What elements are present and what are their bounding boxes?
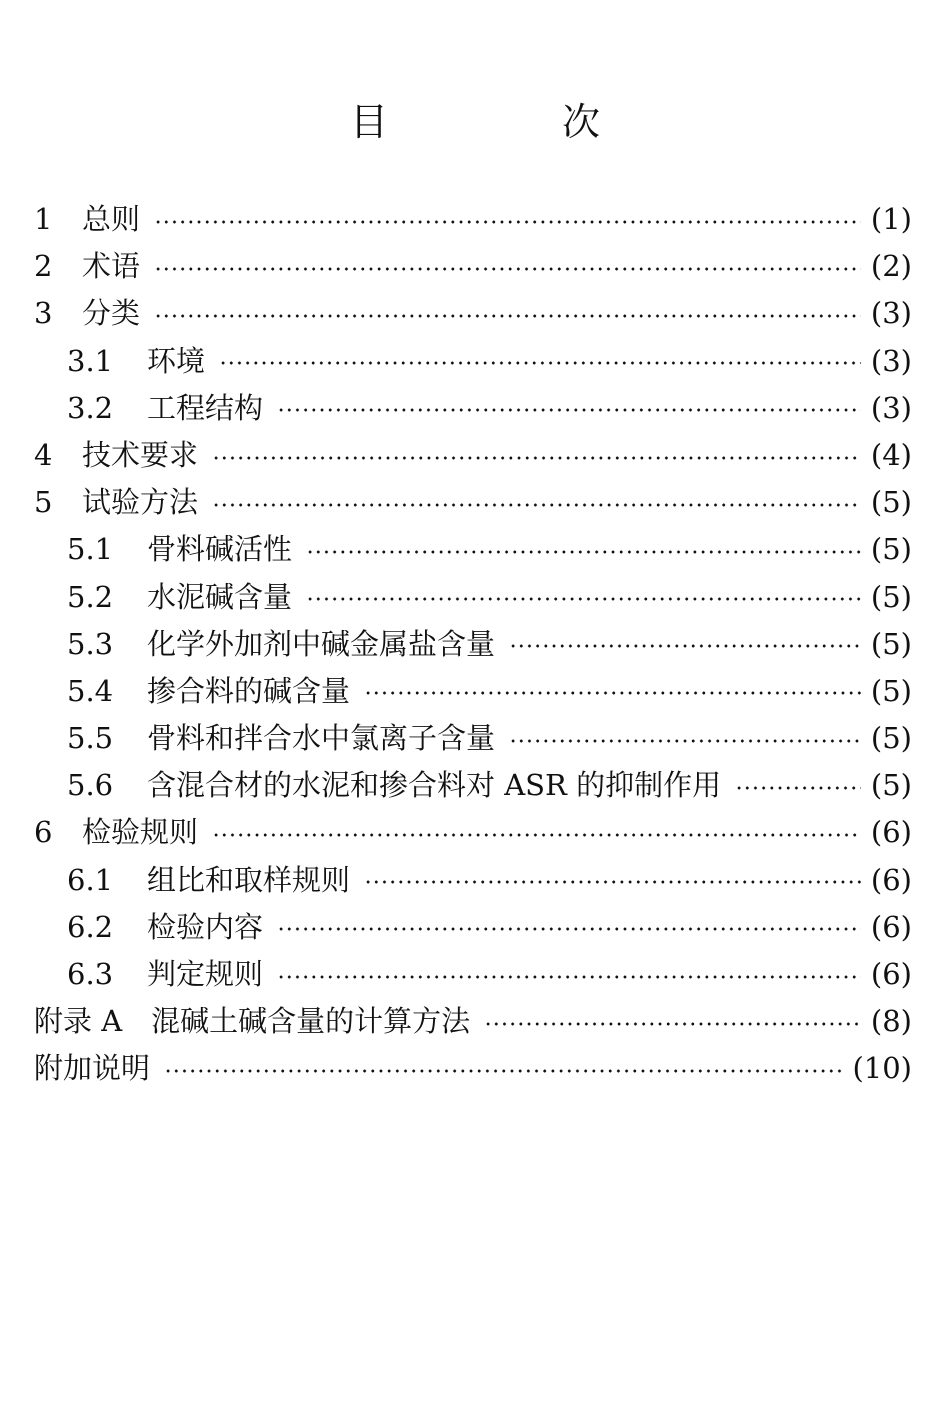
toc-entry-number: 6.1	[67, 862, 114, 897]
toc-entry-number: 5.4	[67, 673, 114, 708]
toc-entry-number: 5.2	[67, 579, 114, 614]
page-title: 目 次	[349, 100, 668, 144]
toc-entry-number: 6.2	[67, 909, 114, 944]
dot-leader	[509, 644, 861, 648]
toc-entry-title: 技术要求	[82, 437, 199, 472]
toc-entry[interactable]	[34, 432, 912, 479]
toc-entry-page: (5)	[870, 579, 912, 614]
toc-entry[interactable]	[34, 243, 912, 290]
toc-entry-page: (3)	[870, 390, 912, 425]
dot-leader	[164, 1069, 842, 1073]
toc-entry-number: 3.1	[67, 343, 114, 378]
dot-leader	[277, 975, 861, 979]
toc-entry-title: 分类	[82, 296, 141, 331]
toc-subentry[interactable]	[34, 857, 912, 904]
toc-entry[interactable]	[34, 479, 912, 526]
dot-leader	[212, 456, 861, 460]
toc-entry-page: (5)	[870, 673, 912, 708]
toc-entry-title: 判定规则	[147, 957, 264, 991]
toc-entry-number: 6	[34, 815, 53, 850]
toc-entry[interactable]	[34, 196, 912, 243]
toc-entry-title: 骨料碱活性	[147, 532, 293, 567]
toc-entry-number: 5	[34, 485, 53, 520]
toc-subentry[interactable]	[34, 904, 912, 951]
toc-entry-page: (3)	[870, 296, 912, 331]
toc-entry-page: (6)	[870, 862, 912, 897]
toc-entry-page: (5)	[870, 485, 912, 520]
dot-leader	[277, 408, 861, 412]
toc-entry-title: 检验内容	[147, 909, 264, 944]
dot-leader	[364, 691, 861, 695]
toc-entry-number: 5.3	[67, 626, 114, 661]
toc-entry-page: (5)	[870, 768, 912, 803]
dot-leader	[484, 1022, 861, 1026]
dot-leader	[306, 597, 861, 601]
toc-entry-title: 含混合材的水泥和掺合料对 ASR 的抑制作用	[147, 768, 722, 803]
toc-entry-page: (6)	[870, 909, 912, 944]
dot-leader	[306, 550, 861, 554]
toc-entry-title: 附加说明	[34, 1051, 151, 1086]
dot-leader	[509, 739, 861, 743]
toc-subentry[interactable]	[34, 762, 912, 809]
toc-entry-additional-notes[interactable]	[34, 1045, 912, 1092]
toc-entry-number: 5.6	[67, 768, 114, 803]
toc-entry-page: (10)	[852, 1051, 912, 1086]
toc-subentry[interactable]	[34, 385, 912, 432]
toc-entry[interactable]	[34, 290, 912, 337]
toc-subentry[interactable]	[34, 574, 912, 621]
toc-entry-number: 4	[34, 437, 53, 472]
toc-entry-page: (6)	[870, 957, 912, 991]
toc-entry-number: 3.2	[67, 390, 114, 425]
dot-leader	[277, 927, 861, 931]
toc-entry-number: 6.3	[67, 957, 114, 991]
toc-entry-page: (1)	[870, 202, 912, 236]
toc-entry-title: 化学外加剂中碱金属盐含量	[147, 626, 496, 661]
toc-entry[interactable]	[34, 809, 912, 856]
table-of-contents	[34, 196, 912, 1093]
toc-entry-page: (8)	[870, 1004, 912, 1039]
toc-subentry[interactable]	[34, 951, 912, 998]
dot-leader	[735, 786, 861, 790]
toc-entry-title: 环境	[147, 343, 206, 378]
toc-entry-page: (4)	[870, 437, 912, 472]
dot-leader	[212, 503, 861, 507]
toc-entry-page: (5)	[870, 626, 912, 661]
toc-entry-appendix[interactable]	[34, 998, 912, 1045]
toc-entry-page: (2)	[870, 249, 912, 284]
dot-leader	[219, 361, 861, 365]
dot-leader	[154, 314, 861, 318]
toc-entry-page: (5)	[870, 532, 912, 567]
toc-entry-number: 5.1	[67, 532, 114, 567]
toc-subentry[interactable]	[34, 715, 912, 762]
toc-subentry[interactable]	[34, 621, 912, 668]
toc-entry-number: 5.5	[67, 721, 114, 756]
toc-entry-title: 组比和取样规则	[147, 862, 351, 897]
toc-entry-number: 3	[34, 296, 53, 331]
toc-subentry[interactable]	[34, 526, 912, 573]
toc-entry-title: 掺合料的碱含量	[147, 673, 351, 708]
dot-leader	[154, 220, 861, 224]
toc-entry-page: (6)	[870, 815, 912, 850]
toc-entry-title: 水泥碱含量	[147, 579, 293, 614]
dot-leader	[154, 267, 861, 271]
toc-subentry[interactable]	[34, 668, 912, 715]
toc-entry-title: 工程结构	[147, 390, 264, 425]
toc-entry-title: 检验规则	[82, 815, 199, 850]
toc-entry-title: 总则	[82, 202, 141, 236]
toc-entry-page: (3)	[870, 343, 912, 378]
toc-entry-page: (5)	[870, 721, 912, 756]
toc-entry-title: 术语	[82, 249, 141, 284]
dot-leader	[212, 833, 861, 837]
dot-leader	[364, 880, 861, 884]
toc-entry-number: 1	[34, 202, 53, 236]
toc-entry-title: 骨料和拌合水中氯离子含量	[147, 721, 496, 756]
toc-entry-number: 2	[34, 249, 53, 284]
toc-subentry[interactable]	[34, 338, 912, 385]
toc-entry-title: 附录 A 混碱土碱含量的计算方法	[34, 1004, 471, 1039]
toc-entry-title: 试验方法	[82, 485, 199, 520]
